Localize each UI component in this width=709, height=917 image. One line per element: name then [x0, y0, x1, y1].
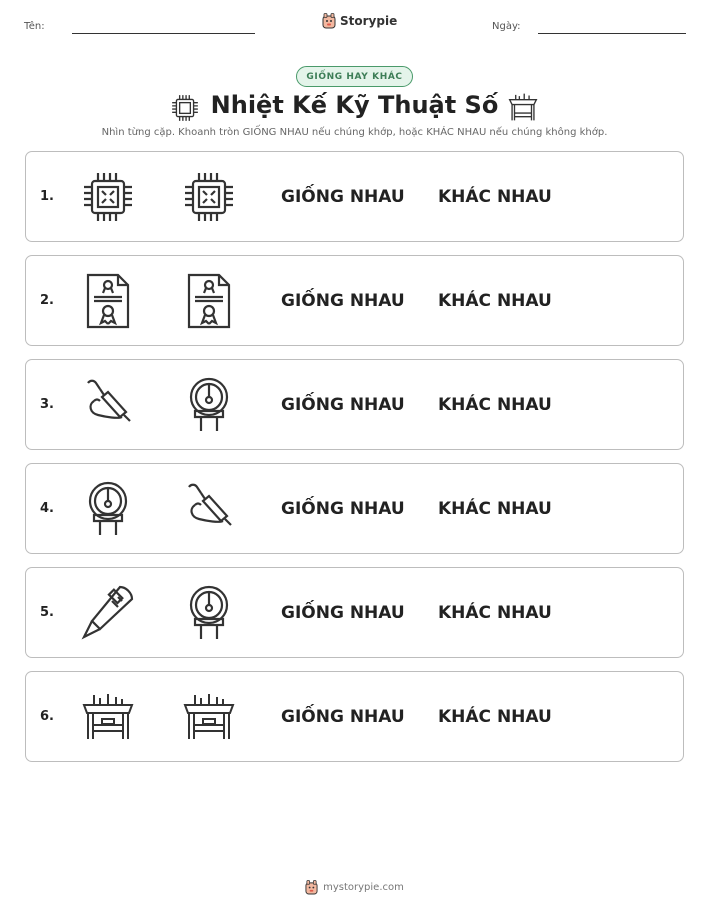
brand-logo — [322, 13, 397, 29]
option-same[interactable]: GIỐNG NHAU — [281, 707, 405, 727]
soldering-iron-icon — [181, 481, 237, 537]
temperature-sensor-icon — [181, 377, 237, 433]
microchip-icon — [80, 169, 136, 225]
soldering-iron-icon — [80, 377, 136, 433]
option-different[interactable]: KHÁC NHAU — [438, 291, 552, 311]
digital-thermometer-icon — [80, 585, 136, 641]
option-different[interactable]: KHÁC NHAU — [438, 187, 552, 207]
option-different[interactable]: KHÁC NHAU — [438, 499, 552, 519]
question-number: 5. — [40, 605, 54, 620]
option-same[interactable]: GIỐNG NHAU — [281, 187, 405, 207]
workbench-icon — [506, 90, 540, 128]
option-same[interactable]: GIỐNG NHAU — [281, 291, 405, 311]
option-same[interactable]: GIỐNG NHAU — [281, 603, 405, 623]
storypie-mascot-icon — [322, 13, 336, 29]
footer-url[interactable]: mystorypie.com — [323, 882, 404, 893]
question-number: 4. — [40, 501, 54, 516]
temperature-sensor-icon — [80, 481, 136, 537]
option-different[interactable]: KHÁC NHAU — [438, 395, 552, 415]
date-label: Ngày: — [492, 21, 521, 32]
certificate-icon — [181, 273, 237, 329]
question-row-3 — [25, 359, 684, 450]
question-row-6 — [25, 671, 684, 762]
option-same[interactable]: GIỐNG NHAU — [281, 499, 405, 519]
option-different[interactable]: KHÁC NHAU — [438, 707, 552, 727]
question-number: 2. — [40, 293, 54, 308]
workbench-icon — [80, 689, 136, 745]
microchip-icon — [181, 169, 237, 225]
question-number: 1. — [40, 189, 54, 204]
question-number: 3. — [40, 397, 54, 412]
question-number: 6. — [40, 709, 54, 724]
storypie-mascot-icon — [305, 880, 318, 895]
name-line[interactable] — [72, 33, 255, 34]
date-line[interactable] — [538, 33, 686, 34]
temperature-sensor-icon — [181, 585, 237, 641]
footer — [0, 880, 709, 895]
question-row-2 — [25, 255, 684, 346]
title-row — [0, 89, 709, 129]
worksheet-type-badge: GIỐNG HAY KHÁC — [296, 66, 413, 87]
certificate-icon — [80, 273, 136, 329]
workbench-icon — [181, 689, 237, 745]
option-different[interactable]: KHÁC NHAU — [438, 603, 552, 623]
question-row-5 — [25, 567, 684, 658]
instructions: Nhìn từng cặp. Khoanh tròn GIỐNG NHAU nếu chúng khớp, hoặc KHÁC NHAU nếu chúng không khớp. — [101, 127, 608, 138]
option-same[interactable]: GIỐNG NHAU — [281, 395, 405, 415]
question-row-4 — [25, 463, 684, 554]
page-title: Nhiệt Kế Kỹ Thuật Số — [210, 91, 499, 119]
name-label: Tên: — [24, 21, 45, 32]
brand-name: Storypie — [340, 14, 398, 28]
question-row-1 — [25, 151, 684, 242]
